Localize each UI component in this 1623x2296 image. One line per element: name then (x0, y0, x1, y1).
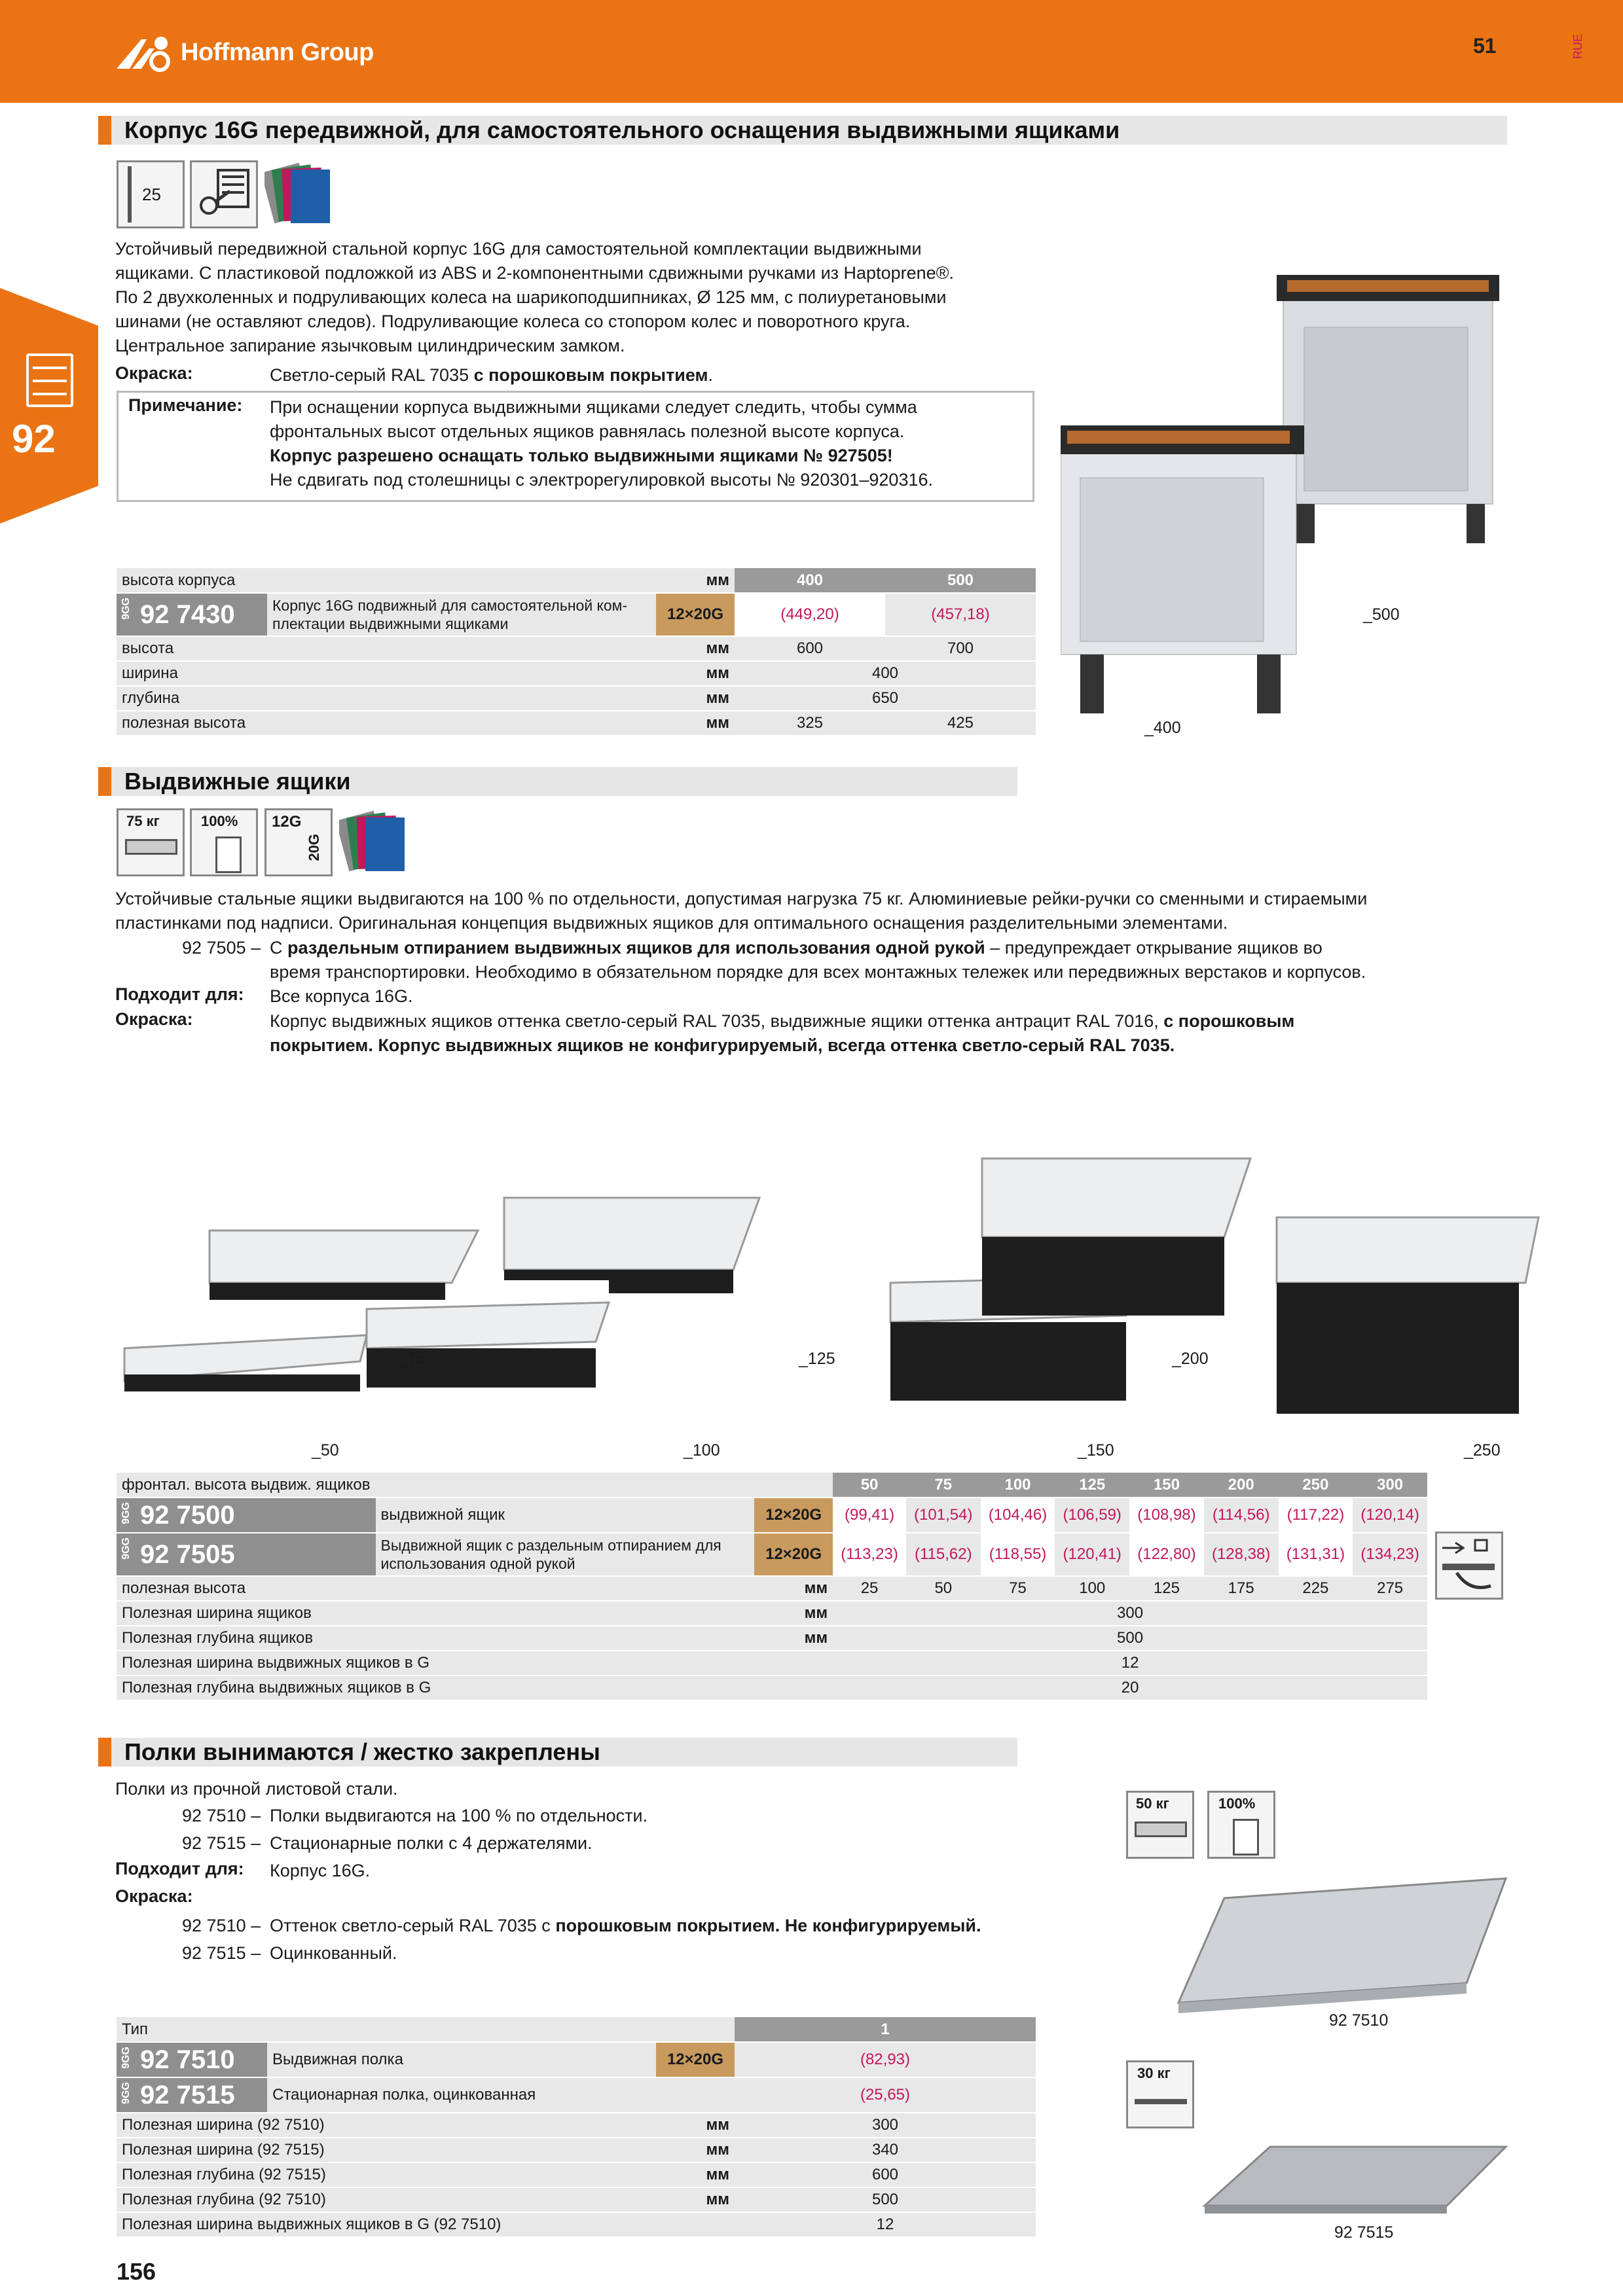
paint-927515-text: Оцинкованный. (270, 1943, 397, 1963)
shelf-927510-image (1172, 1872, 1512, 2016)
shelves-table: Тип 1 9GG 92 7510 Выдвижная полка 12×20G (82,93) 9GG 92 7515 Стационарная полка, оцинкованная (25,65) Полезная ширина (92 7510) мм 300 Полезная ширина (92 7515) мм 340 Полезная глубина (92 7515) мм 600 Полезная глубина (92 7510) мм 500 Полезная ширина выдвижных ящиков в G (92 7510) 12 (117, 2017, 1036, 2238)
full-extension-icon: 100% (1207, 1791, 1275, 1859)
paint-label: Окраска: (115, 1009, 193, 1029)
paint-label: Окраска: (115, 1886, 193, 1906)
table-row[interactable]: 9GG 92 7510 Выдвижная полка 12×20G (82,93) (117, 2042, 1036, 2077)
brand-logo[interactable] (115, 33, 374, 72)
load-capacity-icon: 75 кг (117, 808, 185, 876)
paint-label: Окраска: (115, 363, 193, 383)
drawer-cabinet-icon (26, 353, 73, 407)
drawer-label-75: _75 (398, 1350, 426, 1368)
section-title-cabinet: Корпус 16G передвижной, для самостоятельного оснащения выдвижными ящиками (98, 116, 1507, 145)
fit-label: Подходит для: (115, 984, 244, 1004)
key-lock-icon (190, 160, 258, 228)
shelf-927515-label: 92 7515 (1334, 2223, 1394, 2242)
color-swatches-icon (339, 808, 407, 876)
section-title-drawers: Выдвижные ящики (98, 767, 1017, 796)
ref-927505-text: С раздельным отпиранием выдвижных ящиков для использования одной рукой – предупреждает открывание ящиков во время транспортировки. Необходимо в обязательном порядке для всех монтажных тележек или передвижных верстаков и корпусов. (270, 938, 1366, 982)
fixed-load-icon: 30 кг (1126, 2060, 1194, 2128)
drawer-label-150: _150 (1078, 1441, 1114, 1460)
brand-name: Hoffmann Group (181, 38, 374, 66)
paint-ref-927515: 92 7515 – (182, 1943, 261, 1963)
drawer-label-250: _250 (1464, 1441, 1501, 1460)
paint-text: Светло-серый RAL 7035 с порошковым покрытием. (270, 365, 714, 385)
full-extension-icon: 100% (190, 808, 258, 876)
page-top-number: 51 (1473, 34, 1497, 58)
drawers-table: фронтал. высота выдвиж. ящиков 50 75 100 125 150 200 250 300 9GG 92 7500 выдвижной ящик 12×20G (99,41) (101,54) (104,46) (106,59) (108,98) (114,56) (117,22) (120,14) 9GG 92 7505 Выдвижной ящик с раздельным отпиранием для использования одной рукой 12×20G (113,23) (115,62) (118,55) (120,41) (122,80) (128,38) (131,31) (134,23) полезная высота мм 25 50 75 100 125 175 225 275 Полезная ширина ящиков мм 300 Полезная глубина ящиков мм 500 Полезная ширина выдвижных ящиков в G 12 Полезная глубина выдвижных ящиков в G 20 (117, 1473, 1427, 1701)
note-label: Примечание: (128, 395, 243, 415)
section-title-shelves: Полки вынимаются / жестко закреплены (98, 1738, 1017, 1767)
one-hand-unlock-icon (1435, 1532, 1503, 1600)
drawer-label-50: _50 (312, 1441, 339, 1460)
ref-927510: 92 7510 – (182, 1806, 261, 1825)
table-row[interactable]: 9GG 92 7500 выдвижной ящик 12×20G (99,41) (101,54) (104,46) (106,59) (108,98) (114,56) (117,22) (120,14) (117, 1498, 1427, 1533)
drawer-images (111, 1152, 1552, 1453)
drawer-label-100: _100 (684, 1441, 720, 1460)
ref-927505: 92 7505 – (182, 938, 261, 958)
drawers-description: Устойчивые стальные ящики выдвигаются на 100 % по отдельности, допустимая нагрузка 75 кг. Алюминиевые рейки-ручки со сменными и стираемыми пластинками под надписи. Оригинальная концепция выдвижных ящиков для оптимального оснащения разделительными элементами. (115, 889, 1368, 933)
paint-text: Корпус выдвижных ящиков оттенка светло-серый RAL 7035, выдвижные ящики оттенка антрацит RAL 7016, с порошковым покрытием. Корпус выдвижных ящиков не конфигурируемый, всегда оттенка светло-серый RAL 7035. (270, 1011, 1295, 1055)
fit-label: Подходит для: (115, 1859, 244, 1878)
ref-927515: 92 7515 – (182, 1833, 261, 1853)
shelf-927510-label: 92 7510 (1329, 2011, 1389, 2030)
ref-927510-text: Полки выдвигаются на 100 % по отдельности. (270, 1806, 648, 1825)
grid-size-icon: 12G 20G (264, 808, 333, 876)
chapter-number: 92 (12, 417, 56, 461)
ref-927515-text: Стационарные полки с 4 держателями. (270, 1833, 593, 1853)
cabinet-500-label: _500 (1363, 605, 1400, 624)
page-number: 156 (117, 2258, 156, 2285)
cabinet-400-label: _400 (1144, 719, 1181, 737)
cabinet-images (1061, 268, 1532, 753)
table-row[interactable]: 9GG 92 7505 Выдвижной ящик с раздельным отпиранием для использования одной рукой 12×20G (113,23) (115,62) (118,55) (120,41) (122,80) (128,38) (131,31) (134,23) (117, 1533, 1427, 1576)
color-swatches-icon (264, 160, 333, 228)
language-code: RUE (1571, 34, 1584, 60)
height-grid-icon: 25 (117, 160, 185, 228)
table-row[interactable]: 9GG 92 7430 Корпус 16G подвижный для самостоятельной ком- плектации выдвижными ящиками 12×20G (449,20) (457,18) (117, 593, 1036, 636)
load-capacity-icon: 50 кг (1126, 1791, 1194, 1859)
note-text: При оснащении корпуса выдвижными ящиками следует следить, чтобы сумма фронтальных высот отдельных ящиков равнялась полезной высоте корпуса. Корпус разрешено оснащать только выдвижными ящиками № 927505! Не сдвигать под столешницы с электрорегулировкой высоты № 920301–920316. (270, 397, 934, 490)
drawer-label-200: _200 (1172, 1350, 1209, 1368)
table-row[interactable]: 9GG 92 7515 Стационарная полка, оцинкованная (25,65) (117, 2077, 1036, 2113)
cabinet-description: Устойчивый передвижной стальной корпус 16G для самостоятельной комплектации выдвижными ящиками. С пластиковой подложкой из ABS и 2-компонентными сдвижными ручками из Haptoprene®. По 2 двухколенных и подруливающих колеса на шарикоподшипниках, Ø 125 мм, с полиуретановыми шинами (не оставляют следов). Подруливающие колеса со стопором колес и поворотного круга. Центральное запирание язычковым цилиндрическим замком. (115, 239, 955, 355)
fit-text: Корпус 16G. (270, 1861, 371, 1880)
cabinet-table: высота корпуса мм 400 500 9GG 92 7430 Корпус 16G подвижный для самостоятельной ком- плектации выдвижными ящиками 12×20G (449,20) (457,18) высота мм 600 700 ширина мм 400 глубина мм 650 полезная высота мм 325 425 (117, 568, 1036, 736)
hoffmann-logo-icon (115, 33, 174, 72)
paint-927510-text: Оттенок светло-серый RAL 7035 с порошковым покрытием. Не конфигурируемый. (270, 1916, 981, 1935)
shelf-927515-image (1198, 2140, 1512, 2219)
paint-ref-927510: 92 7510 – (182, 1916, 261, 1935)
shelves-intro: Полки из прочной листовой стали. (115, 1779, 398, 1799)
drawer-label-125: _125 (799, 1350, 835, 1368)
fit-text: Все корпуса 16G. (270, 986, 413, 1006)
